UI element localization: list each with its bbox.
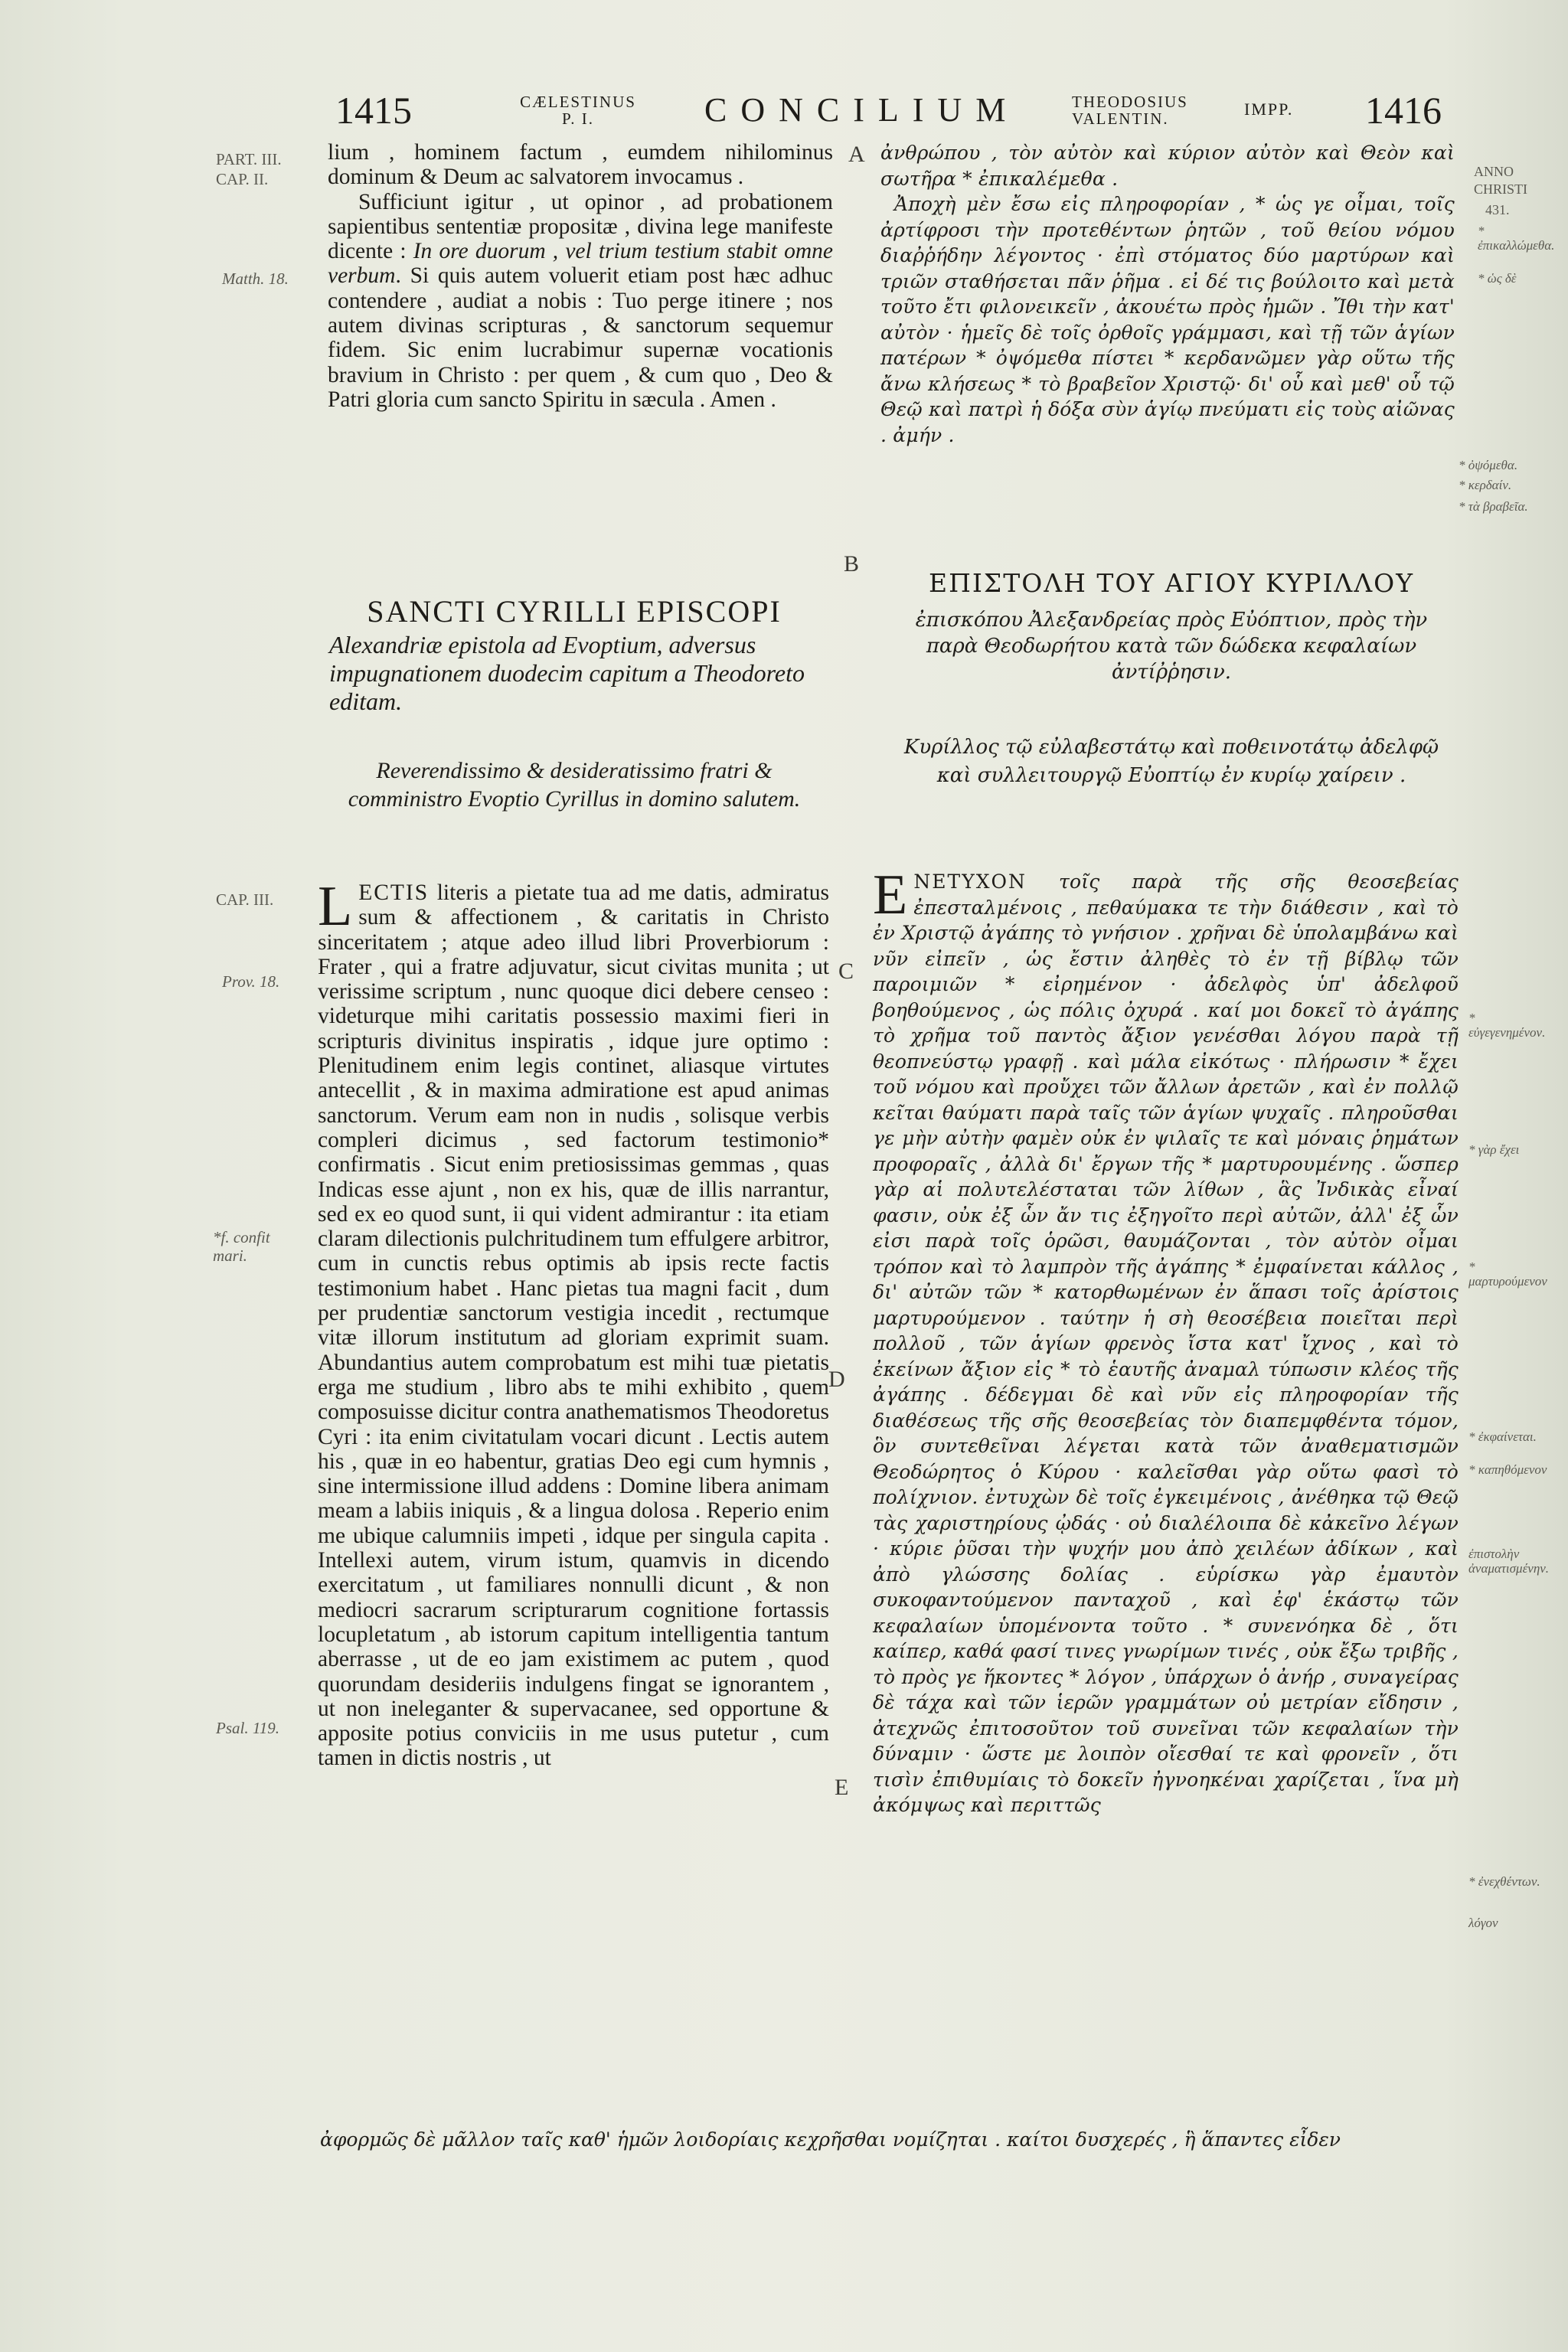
- latin-dropcap: L: [318, 875, 353, 938]
- greek-smallcaps: ΝΕΤΥΧΟΝ: [913, 871, 1027, 893]
- greek-salutation: Κυρίλλος τῷ εὐλαβεστάτῳ καὶ ποθεινοτάτῳ ἀδελφῷ καὶ συλλειτουργῷ Εὐοπτίῳ ἐν κυρίῳ χαίρειν .: [903, 736, 1439, 787]
- left-page-number: 1415: [335, 89, 412, 132]
- margin-note-10: * καπηθόμενον: [1468, 1462, 1547, 1477]
- greek-title: ΕΠΙΣΤΟΛΗ ΤΟΥ ΑΓΙΟΥ ΚΥΡΙΛΛΟΥ: [928, 568, 1414, 598]
- margin-note-11: ἐπιστολὴν ἀναματισμένην.: [1468, 1547, 1550, 1576]
- margin-anno: ANNO: [1474, 164, 1514, 179]
- greek-subtitle: ἐπισκόπου Ἀλεξανδρείας πρὸς Εὐόπτιον, πρὸς τὴν παρὰ Θεοδωρήτου κατὰ τῶν δώδεκα κεφαλαίων ἀντίῤῥησιν.: [915, 609, 1428, 684]
- header-emperors: [1072, 93, 1233, 127]
- latin-top-para-2b: . Si quis autem voluerit etiam post hæc adhuc contendere , audiat a nobis : Tuo perge itinere ; nos autem divinas scripturas , & sanctorum sequemur fidem. Sic enim lucrabimur supernæ vocationis bravium in Christo : per quem , & cum quo , Deo & Patri gloria cum sancto Spiritu in sæcula . Amen .: [328, 263, 833, 412]
- latin-top-para-2: [328, 190, 833, 413]
- margin-note-13: λόγον: [1468, 1916, 1498, 1930]
- latin-top-para-1: lium , hominem factum , eumdem nihilominus dominum & Deum ac salvatorem invocamus .: [328, 140, 833, 190]
- header-pope-number: P. I.: [561, 109, 595, 128]
- margin-note-8: * μαρτυρούμενον: [1468, 1259, 1547, 1289]
- latin-top-text: [328, 140, 833, 412]
- latin-body-text: literis a pietate tua ad me datis, admiratus sum & affectionem , & caritatis in Christo sinceritatem ; atque adeo illud libri Proverbiorum : Frater , qui a fratre adjuvatur, sicut civitas munita ; ut verissime scriptum , nunc quoque dici debere censeo : videturque mihi caritatis possessio maximi fieri in scripturis divinitus inspiratis , idque jure optimo : Plenitudinem enim legis continet, aliasque virtutes antecellit , & in maxima admiratione est apud animas sanctorum. Verum eam non in nudis , solisque verbis compleri dicimus , sed factorum testimonio* confirmatis . Sicut enim pretiosissimas gemmas , quas Indicas esse ajunt , non ex his, quæ de illis narrantur, sed ex eo quod sunt, ii qui vident admirantur : ita etiam claram dilectionis pulchritudinem tum effulgere arbitror, cum in cunctis rebus optimis ab ipsis recte factis testimonium habet . Hanc pietas tua magni facit , dum per prudentiæ sanctorum vestigia incedit , rectumque vitæ illorum institutum ad gloriam exprimit suam. Abundantius autem comprobatum est mihi tuæ pietatis erga me studium , libro abs te mihi exhibito , quem composuisse dicitur contra anathematismos Theodoretus Cyri : ita enim civitatulam vocari dicunt . Lectis autem his , quæ in eo habentur, gratias Deo egi cum hymnis , sine intermissione illud addens : Domine libera animam meam a labiis iniquis , & a lingua dolosa . Reperio enim me ubique calumniis impeti , idque per singula capita . Intellexi autem, virum istum, quamvis in dicendo exercitatum , ut familiares nonnulli dicunt , & non mediocri sacrarum scripturarum cognitione fortassis locupletatum , ab istorum capitum intelligentia tantum aberrasse , ut de eo jam existimem ac putem , quod quorundam desideriis indulgens fingat se ignorantem , ut non ineleganter & supervacanee, sed opportune & apposite potius conviciis in me usus putetur , cum tamen in dictis nostris , ut: [318, 880, 829, 1771]
- margin-note-6: * εὐγεγενημένον.: [1468, 1011, 1546, 1040]
- margin-christi: CHRISTI: [1474, 181, 1528, 197]
- margin-cap-ii: CAP. II.: [216, 170, 269, 188]
- header-title: CONCILIUM: [704, 91, 1020, 129]
- margin-prov: Prov. 18.: [222, 972, 280, 991]
- greek-body-text: τοῖς παρὰ τῆς σῆς θεοσεβείας ἐπεσταλμένοις , πεθαύμακα τε τὴν διάθεσιν , καὶ τὸ ἐν Χριστῷ ἀγάπης τὸ γνήσιον . χρῆναι δὲ ὑπολαμβάνω καὶ νῦν εἰπεῖν , ὡς ἔστιν ἀληθὲς τὸ ἐν τῇ βίβλῳ τῶν παροιμιῶν * εἰρημένον · ἀδελφὸς ὑπ' ἀδελφοῦ βοηθούμενος , ὡς πόλις ὀχυρά . καί μοι δοκεῖ τὸ ἀγάπης τὸ χρῆμα τοῦ παντὸς ἄξιον γενέσθαι λόγου παρὰ τῇ θεοπνεύστῳ γραφῇ . καὶ μάλα εἰκότως · πλήρωσιν * ἔχει τοῦ νόμου καὶ προὔχει τῶν ἄλλων ἀρετῶν , καὶ ἐν πολλῷ κεῖται θαύματι παρὰ ταῖς τῶν ἁγίων ψυχαῖς . πληροῦσθαι γε μὴν αὐτὴν φαμὲν οὐκ ἐν ψιλαῖς τε καὶ μόναις ῥημάτων προφοραῖς , ἀλλὰ δι' ἔργων τῆς * μαρτυρουμένης . ὥσπερ γὰρ αἱ πολυτελέσταται τῶν λίθων , ἃς Ἰνδικὰς εἶναί φασιν, οὐκ ἐξ ὧν ἄν τις ἐξηγοῖτο περὶ αὐτῶν, ἀλλ' ἐξ ὧν εἰσι παρὰ τοῖς ὁρῶσι, θαυμάζονται , τὸν αὐτὸν οἶμαι τρόπον καὶ τὸ λαμπρὸν τῆς ἀγάπης * ἐμφαίνεται κάλλος , δι' αὐτῶν τῶν * κατορθωμένων ἐν ἅπασι τοῖς ἀρίστοις μαρτυρούμενον . ταύτην ἡ σὴ θεοσέβεια ποιεῖται περὶ πολλοῦ , τῶν ἁγίων φρενὸς ἴστα κατ' ἴχνος , καὶ τὸ ἐκείνων ἄξιον εἰς * τὸ ἑαυτῆς ἀναμαλ τύπωσιν κλέος τῆς ἀγάπης . δέδεγμαι δὲ καὶ νῦν εἰς πληροφορίαν τῆς διαθέσεως τῆς σῆς θεοσεβείας τὸν διαπεμφθέντα τόμον, ὃν συντεθεῖναι λέγεται κατὰ τῶν ἀναθεματισμῶν Θεοδώρητος ὁ Κύρου · καλεῖσθαι γὰρ οὕτω φασὶ τὸ πολίχνιον. ἐντυχὼν δὲ τοῖς ἐγκειμένοις , ἀνέθηκα τῷ Θεῷ τὰς χαριστηρίους ᾠδάς · οὐ διαλέλοιπα δὲ κἀκεῖνο λέγων · κύριε ῥῦσαι τὴν ψυχήν μου ἀπὸ χειλέων ἀδίκων , καὶ ἀπὸ γλώσσης δολίας . εὑρίσκω γὰρ ἐμαυτὸν συκοφαντούμενον πανταχοῦ , καὶ ἐφ' ἑκάστῳ τῶν κεφαλαίων ὑπομένοντα τοῦτο . * συνενόηκα δὲ , ὅτι καίπερ, καθά φασί τινες γνωρίμων τινές , οὐκ ἔξω τριβῆς , τὸ πρὸς γε ἥκοντες * λόγον , ὑπάρχων ὁ ἀνήρ , συναγείρας δὲ τάχα καὶ τῶν ἱερῶν γραμμάτων οὐ μετρίαν εἴδησιν , ἀτεχνῶς ἐπιτοσοῦτον τοῦ συνεῖναι τῶν κεφαλαίων τὴν δύναμιν · ὥστε με λοιπὸν οἴεσθαί τε καὶ φρονεῖν , ὅτι τισὶν ἐπιθυμίαις τὸ δοκεῖν ἠγνοηκέναι χαρίζεται , ἵνα μὴ ἀκόμψως καὶ περιττῶς: [873, 871, 1459, 1816]
- greek-dropcap: Ε: [873, 864, 908, 926]
- margin-note-1: * ἐπικαλλώμεθα.: [1478, 224, 1555, 253]
- latin-salutation: Reverendissimo & desideratissimo fratri & comministro Evoptio Cyrillus in domino salutem.: [348, 758, 801, 812]
- greek-top-text: [880, 140, 1455, 448]
- greek-bottom-line: ἀφορμῶς δὲ μᾶλλον ταῖς καθ' ἡμῶν λοιδορίαις κεχρῆσθαι νομίζηται . καίτοι δυσχερές , ἣ ἅπαντες εἶδεν: [320, 2128, 1341, 2151]
- header-pope-name: CÆLESTINUS: [520, 93, 636, 111]
- margin-note-5: * τὰ βραβεῖα.: [1459, 499, 1528, 514]
- greek-body: [873, 864, 1459, 1818]
- latin-smallcaps: ECTIS: [358, 880, 430, 905]
- margin-note-2: * ὡς δὲ: [1478, 271, 1517, 286]
- right-page-number: 1416: [1365, 89, 1442, 132]
- greek-top-para-1: ἀνθρώπου , τὸν αὐτὸν καὶ κύριον αὐτὸν καὶ Θεὸν καὶ σωτῆρα * ἐπικαλέμεθα .: [880, 142, 1455, 190]
- margin-note-3: * ὀψόμεθα.: [1459, 458, 1518, 472]
- section-letter-c: C: [838, 959, 854, 984]
- margin-year: 431.: [1485, 202, 1510, 217]
- header-impp: IMPP.: [1244, 100, 1294, 119]
- margin-confit: *f. confit mari.: [213, 1228, 270, 1265]
- header-pope: [490, 93, 666, 127]
- greek-top-para-2: Ἀποχὴ μὲν ἔσω εἰς πληροφορίαν , * ὡς γε οἶμαι, τοῖς ἀρτίφροσι τὴν προτεθέντων ῥητῶν , τοῦ θείου νόμου διαῤῥήδην λέγοντος · ἐπὶ στόματος δύο μαρτύρων καὶ τριῶν σταθήσεται πᾶν ῥῆμα . εἰ δέ τις βούλοιτο καὶ μετὰ τοῦτο ἔτι φιλονεικεῖν , ἀκουέτω πρὸς ἡμῶν . Ἴθι τὴν κατ' αὐτὸν · ἡμεῖς δὲ τοῖς ὀρθοῖς γράμμασι, καὶ τῇ τῶν ἁγίων πατέρων * ὀψόμεθα πίστει * κερδανῶμεν γὰρ οὕτω τῆς ἄνω κλήσεως * τὸ βραβεῖον Χριστῷ· δι' οὗ καὶ μεθ' οὗ τῷ Θεῷ καὶ πατρὶ ἡ δόξα σὺν ἁγίῳ πνεύματι εἰς τοὺς αἰῶνας . ἀμήν .: [880, 193, 1455, 446]
- latin-top-para-2a: Sufficiunt igitur , ut opinor , ad probationem sapientibus sententiæ propositæ , divina lege manifeste dicente :: [328, 189, 833, 264]
- margin-note-9: * ἐκφαίνεται.: [1468, 1429, 1537, 1444]
- section-letter-a: A: [848, 142, 865, 167]
- latin-body: [318, 875, 829, 1771]
- header-emperor-1: THEODOSIUS: [1072, 93, 1188, 111]
- margin-part: PART. III.: [216, 150, 282, 168]
- margin-cap-iii: CAP. III.: [216, 890, 274, 909]
- latin-top-quote: In ore duorum , vel trium testium stabit omne verbum: [328, 239, 833, 289]
- margin-note-7: * γὰρ ἔχει: [1468, 1142, 1520, 1157]
- latin-title: SANCTI CYRILLI EPISCOPI: [367, 594, 782, 629]
- section-letter-b: B: [844, 551, 860, 577]
- margin-matth: Matth. 18.: [222, 270, 289, 288]
- margin-note-12: * ἐνεχθέντων.: [1468, 1874, 1540, 1889]
- section-letter-d: D: [828, 1367, 845, 1392]
- section-letter-e: E: [835, 1775, 849, 1800]
- header-emperor-2: VALENTIN.: [1072, 109, 1169, 128]
- margin-note-4: * κερδαίν.: [1459, 478, 1512, 492]
- latin-subtitle: Alexandriæ epistola ad Evoptium, adversus impugnationem duodecim capitum a Theodoreto editam.: [329, 631, 805, 715]
- margin-psal: Psal. 119.: [216, 1719, 280, 1737]
